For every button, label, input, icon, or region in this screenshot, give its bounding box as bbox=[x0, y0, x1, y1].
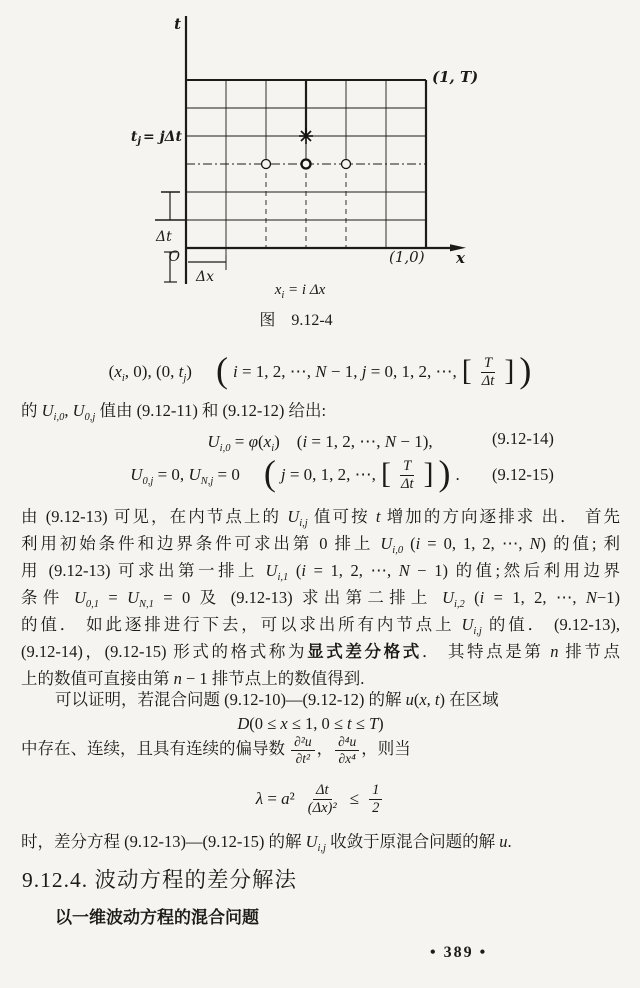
bracket-open: [ bbox=[461, 353, 472, 387]
fraction-T-dt bbox=[398, 458, 417, 492]
fraction-denominator: ∂t² bbox=[295, 750, 311, 766]
eq15-condition: j = 0, 1, 2, ⋯, bbox=[280, 465, 376, 484]
para2-line3-pre: 中存在、连续，且具有连续的偏导数 bbox=[21, 738, 290, 758]
eq15-period: . bbox=[455, 465, 460, 484]
lambda-condition-formula bbox=[0, 776, 640, 822]
fraction-denominator: 2 bbox=[372, 799, 380, 816]
eq15-lhs: $U_{0,j} = 0$, $U_{N,j} = 0$ bbox=[130, 465, 240, 487]
fraction-numerator: Δt bbox=[313, 782, 332, 800]
paren-open: ( bbox=[263, 453, 276, 493]
x-axis-label: x bbox=[456, 249, 465, 267]
fraction-numerator: T bbox=[481, 355, 495, 373]
eq14-body: $U_{i,0} = \varphi(x_i)$ (i = 1, 2, ⋯, N − 1), bbox=[207, 431, 433, 454]
figure-caption: 图 9.12-4 bbox=[259, 312, 333, 329]
fraction-dt-dx2 bbox=[305, 782, 340, 816]
corner-label-1T: (1, T) bbox=[432, 68, 479, 86]
para2-line1: 可以证明，若混合问题 (9.12-10)—(9.12-12) 的解 u(x, t) 在区域 bbox=[55, 690, 499, 709]
fraction-denominator: Δt bbox=[400, 475, 414, 492]
fraction-numerator: ∂⁴u bbox=[335, 734, 359, 751]
fraction-d2u-dt2 bbox=[291, 734, 314, 766]
fraction-numerator: ∂²u bbox=[291, 734, 314, 751]
dx-bracket bbox=[188, 255, 226, 270]
section-heading: 9.12.4. 波动方程的差分解法 bbox=[22, 868, 298, 892]
fraction-d4u-dx4 bbox=[335, 734, 359, 766]
para1-line: 的值． 如此逐排进行下去，可以求出所有内节点上 $U_{i,j}$ 的值． (9.12-13), bbox=[21, 615, 621, 637]
tj-row-label bbox=[131, 129, 183, 147]
dx-label: Δx bbox=[196, 269, 215, 285]
para1-line: 上的数值可直接由第 n − 1 排节点上的数值得到. bbox=[21, 669, 365, 688]
para2-line3 bbox=[21, 734, 620, 766]
t-axis-label: t bbox=[174, 15, 181, 33]
closing-line: 时，差分方程 (9.12-13)—(9.12-15) 的解 $U_{i,j}$ 收敛于原混合问题的解 u. bbox=[21, 832, 512, 854]
corner-label-10: (1,0) bbox=[389, 248, 425, 266]
equation-9-12-15 bbox=[0, 452, 615, 498]
section-subline: 以一维波动方程的混合问题 bbox=[55, 908, 259, 927]
star-marker bbox=[299, 128, 313, 144]
paren-close: ) bbox=[519, 350, 532, 390]
paren-open: ( bbox=[215, 350, 228, 390]
para2-line3-mid: ， bbox=[316, 738, 334, 758]
para1-line: 用 (9.12-13) 可求出第一排上 $U_{i,1}$ (i = 1, 2, ⋯, N − 1) 的值;然后利用边界 bbox=[21, 561, 621, 583]
figure-axis-formula: $x_i = i$ Δx bbox=[274, 282, 326, 301]
paren-close: ) bbox=[438, 453, 451, 493]
para1-line: 由 (9.12-13) 可见，在内节点上的 $U_{i,j}$ 值可按 t 增加的方向逐排求 出． 首先 bbox=[21, 507, 621, 529]
fraction-T-dt bbox=[479, 355, 498, 389]
bracket-close: ] bbox=[423, 456, 434, 490]
points-lhs: ($x_i$, 0), (0, $t_j$) bbox=[108, 362, 192, 384]
tj-rest: = jΔt bbox=[143, 129, 182, 145]
tj-main: t bbox=[130, 129, 138, 145]
para1-line: 条件 $U_{0,1} = U_{N,1} = 0$ 及 (9.12-13) 求出第二排上 $U_{i,2}$ (i = 1, 2, ⋯, N−1) bbox=[21, 588, 620, 610]
domain-formula: D(0 ≤ x ≤ 1, 0 ≤ t ≤ T) bbox=[237, 714, 384, 733]
figure-9-12-4 bbox=[0, 0, 640, 295]
eq14-tag: (9.12-14) bbox=[492, 429, 554, 448]
equation-9-12-14 bbox=[0, 424, 640, 454]
formula-grid-points bbox=[0, 350, 640, 394]
fraction-one-half bbox=[369, 782, 382, 816]
relation-leq: ≤ bbox=[349, 789, 360, 808]
grid-lines bbox=[186, 80, 426, 270]
bracket-close: ] bbox=[504, 353, 515, 387]
fraction-denominator: (Δx)² bbox=[307, 799, 337, 816]
page-number: • 389 • bbox=[430, 944, 488, 961]
bracket-open: [ bbox=[380, 456, 391, 490]
fraction-numerator: 1 bbox=[369, 782, 382, 800]
para1-line: 利用初始条件和边界条件可求出第 0 排上 $U_{i,0}$ (i = 0, 1, 2, ⋯, N) 的值; 利 bbox=[21, 534, 621, 556]
dt-label: Δt bbox=[156, 229, 172, 245]
eq15-tag: (9.12-15) bbox=[492, 465, 554, 484]
tj-sub: j bbox=[137, 136, 141, 147]
lambda-lhs: λ = a² bbox=[255, 789, 295, 808]
fraction-denominator: ∂x⁴ bbox=[338, 750, 356, 766]
fraction-denominator: Δt bbox=[481, 372, 495, 389]
para2-line3-post: ，则当 bbox=[361, 738, 411, 758]
points-condition: i = 1, 2, ⋯, N − 1, j = 0, 1, 2, ⋯, bbox=[232, 362, 457, 381]
origin-label: O bbox=[168, 249, 180, 265]
given-values-line: 的 $U_{i,0}$, $U_{0,j}$ 值由 (9.12-11) 和 (9.12-12) 给出: bbox=[21, 401, 327, 423]
para1-line: (9.12-14)，(9.12-15) 形式的格式称为显式差分格式． 其特点是第 n 排节点 bbox=[21, 642, 621, 661]
fraction-numerator: T bbox=[400, 458, 414, 476]
